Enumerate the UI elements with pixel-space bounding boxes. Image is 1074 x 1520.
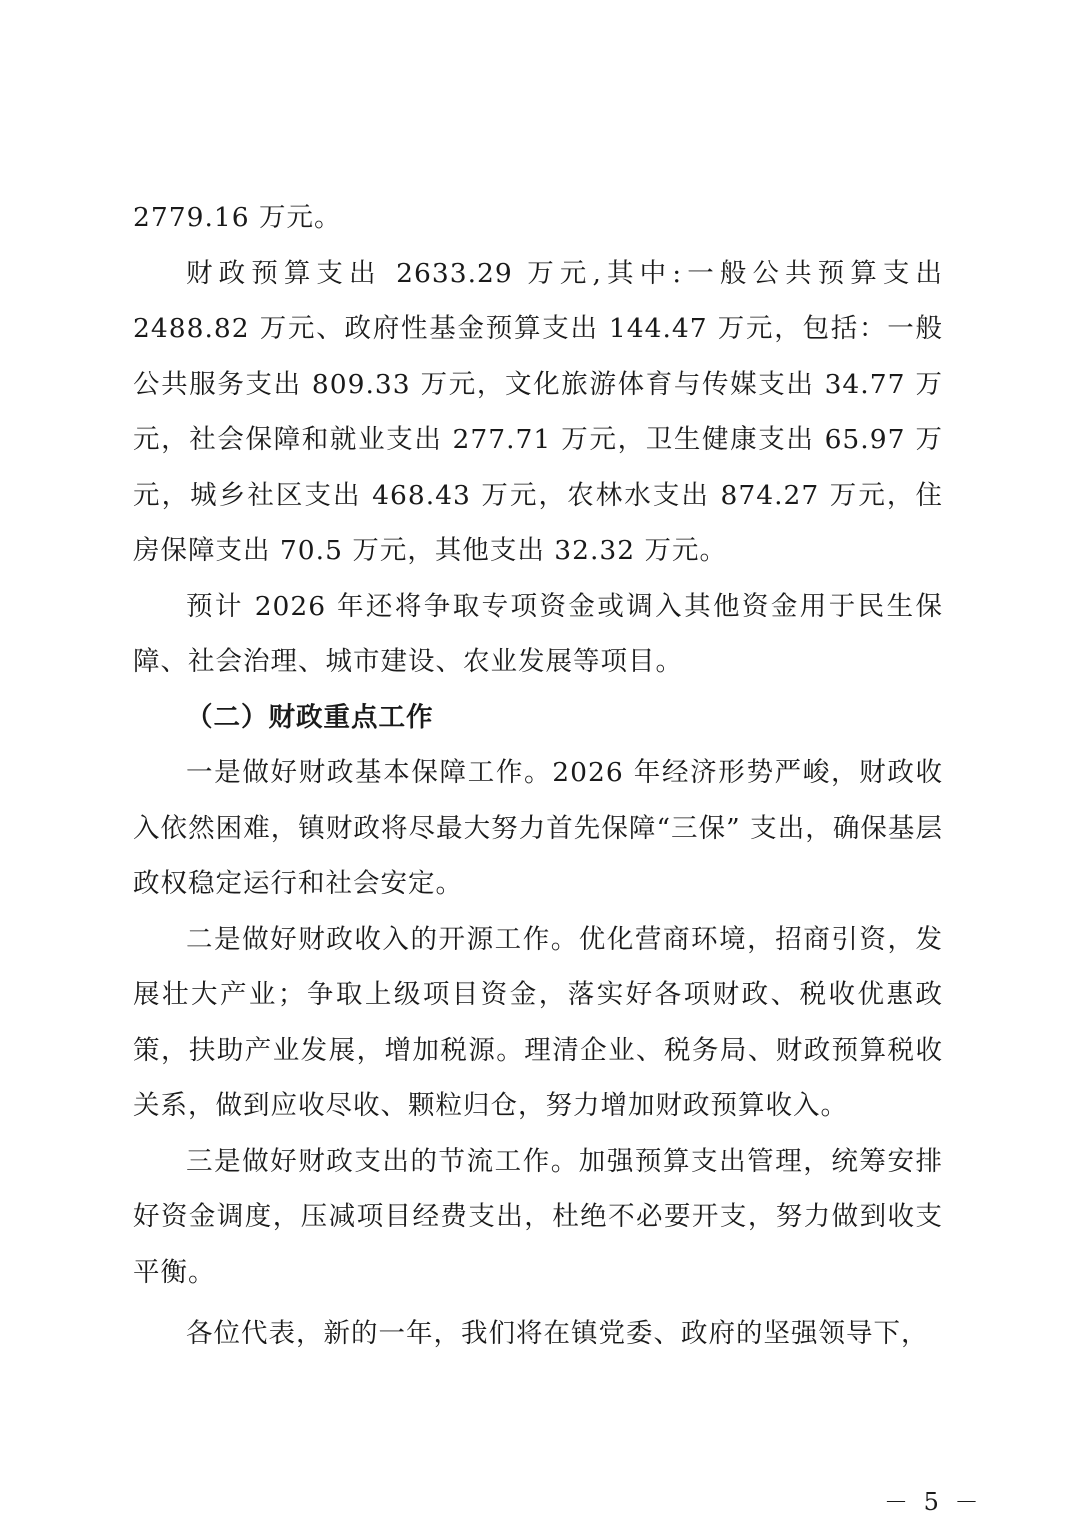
page-number: － 5 － [884, 1488, 983, 1516]
paragraph-expenditure-control: 三是做好财政支出的节流工作。加强预算支出管理，统筹安排好资金调度，压减项目经费支出，杜绝不必要开支，努力做到收支平衡。 [133, 1145, 943, 1288]
paragraph-basic-guarantee: 一是做好财政基本保障工作。2026 年经济形势严峻，财政收入依然困难，镇财政将尽最大努力首先保障“三保” 支出，确保基层政权稳定运行和社会安定。 [133, 757, 943, 899]
paragraph-closing: 各位代表，新的一年，我们将在镇党委、政府的坚强领导下， [186, 1318, 929, 1349]
paragraph-continuation: 2779.16 万元。 [133, 202, 342, 233]
section-heading: （二）财政重点工作 [186, 701, 434, 733]
document-body [133, 190, 943, 1362]
paragraph-special-funds: 预计 2026 年还将争取专项资金或调入其他资金用于民生保障、社会治理、城市建设、农业发展等项目。 [133, 590, 943, 677]
paragraph-budget-expenditure: 财政预算支出 2633.29 万元,其中:一般公共预算支出 2488.82 万元、政府性基金预算支出 144.47 万元，包括：一般公共服务支出 809.33 万元，文化旅游体育与传媒支出 34.77 万元，社会保障和就业支出 277.71 万元，卫生健康支出 65.97 万元，城乡社区支出 468.43 万元，农林水支出 874.27 万元，住房保障支出 70.5 万元，其他支出 32.32 万元。 [133, 257, 943, 566]
paragraph-revenue-sources: 二是做好财政收入的开源工作。优化营商环境，招商引资，发展壮大产业；争取上级项目资金，落实好各项财政、税收优惠政策，扶助产业发展，增加税源。理清企业、税务局、财政预算税收关系，做到应收尽收、颗粒归仓，努力增加财政预算收入。 [133, 923, 943, 1121]
